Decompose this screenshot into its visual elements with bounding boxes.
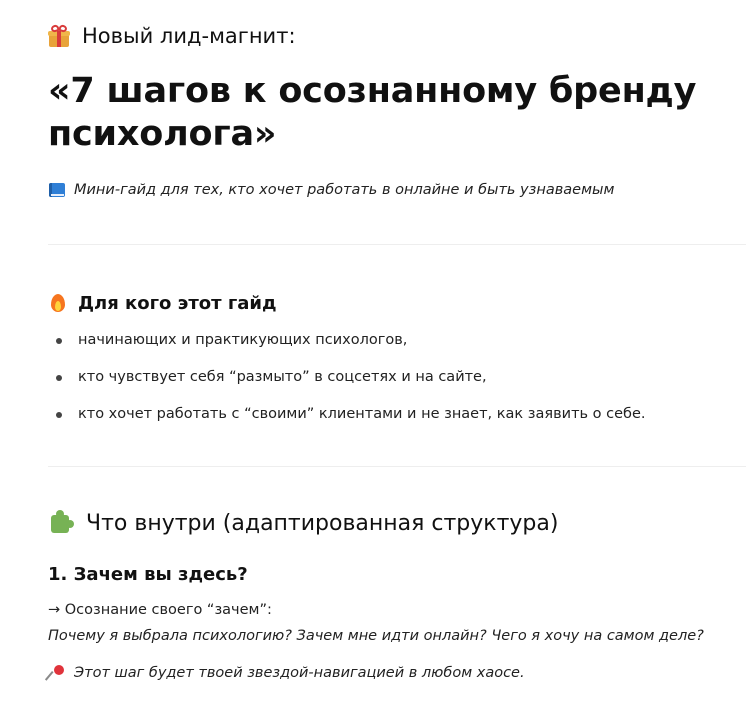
step-note xyxy=(48,664,525,682)
list-item: кто хочет работать с “своими” клиентами и не знает, как заявить о себе. xyxy=(48,404,646,441)
step-note-text: Этот шаг будет твоей звездой-навигацией в любом хаосе. xyxy=(74,665,525,681)
contents-heading xyxy=(48,510,558,536)
puzzle-icon xyxy=(48,510,74,536)
contents-heading-text: Что внутри (адаптированная структура) xyxy=(86,510,559,536)
sup-title xyxy=(48,22,296,50)
step-line-1: → Осознание своего “зачем”: xyxy=(48,602,272,618)
step-line-2: Почему я выбрала психологию? Зачем мне идти онлайн? Чего я хочу на самом деле? xyxy=(48,628,704,644)
subtitle-text: Мини-гайд для тех, кто хочет работать в онлайне и быть узнаваемым xyxy=(74,182,615,198)
subtitle xyxy=(48,182,614,198)
audience-list xyxy=(48,330,646,441)
list-item: кто чувствует себя “размыто” в соцсетях и на сайте, xyxy=(48,367,646,404)
audience-heading-text: Для кого этот гайд xyxy=(78,292,277,314)
page-title: «7 шагов к осознанному бренду психолога» xyxy=(48,71,697,154)
gift-icon xyxy=(48,25,70,47)
pin-icon xyxy=(48,664,66,682)
step-title: 1. Зачем вы здесь? xyxy=(48,564,248,585)
sup-title-text: Новый лид-магнит: xyxy=(82,24,296,48)
audience-heading xyxy=(48,292,277,314)
fire-icon xyxy=(48,292,68,314)
book-icon xyxy=(48,182,66,198)
divider xyxy=(48,244,746,245)
divider xyxy=(48,466,746,467)
list-item: начинающих и практикующих психологов, xyxy=(48,330,646,367)
